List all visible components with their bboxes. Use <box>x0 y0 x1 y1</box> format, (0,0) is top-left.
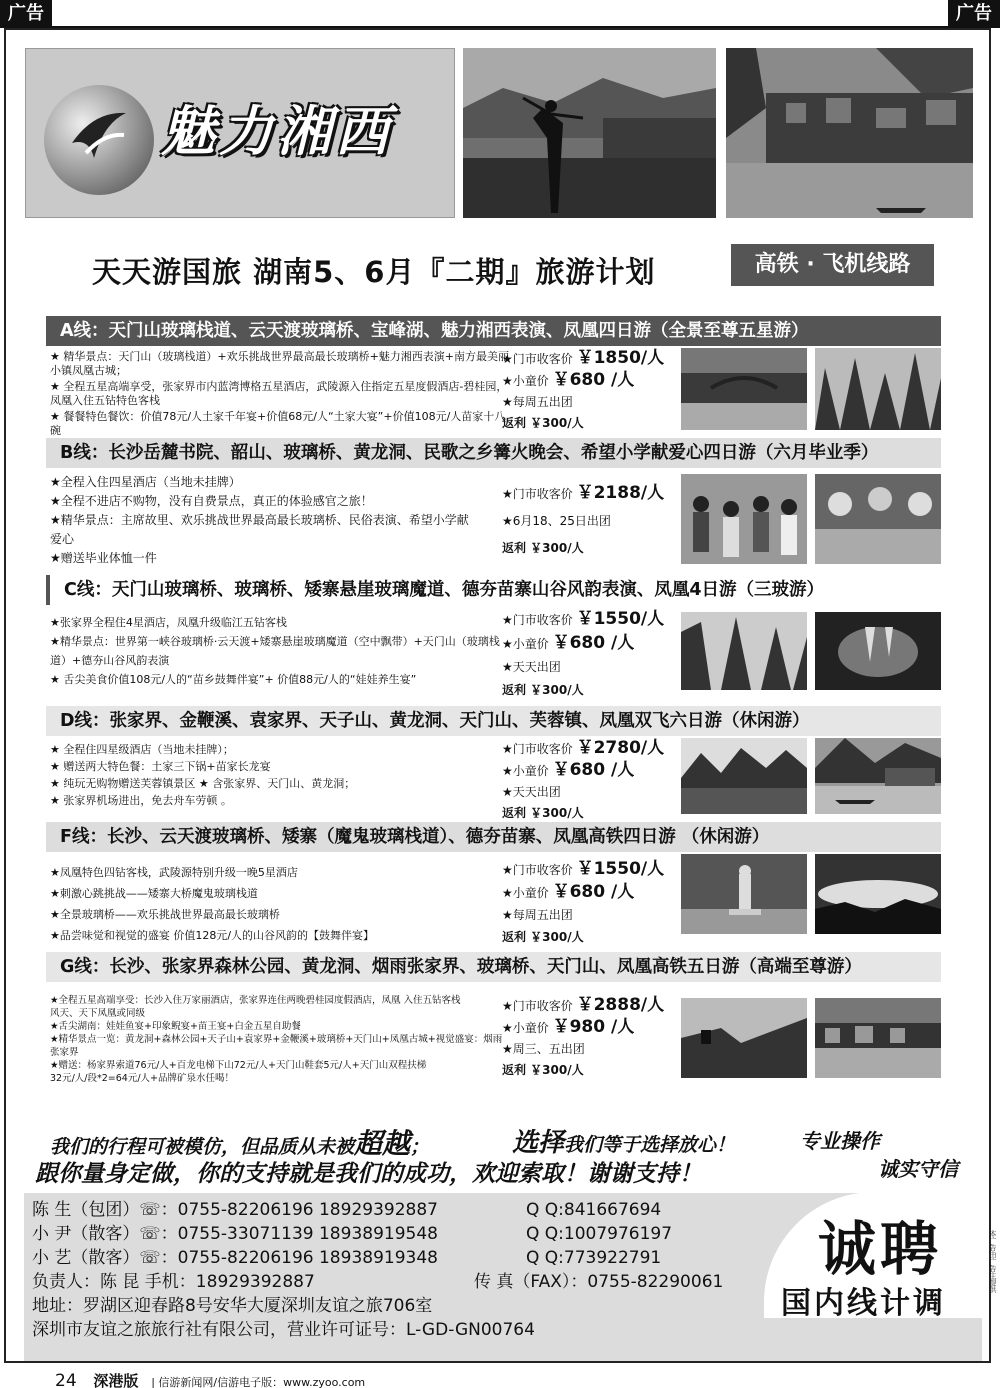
page-number: 24 <box>55 1371 77 1388</box>
rebate: 返利 ￥300/人 <box>502 1063 584 1077</box>
route-g-item: ★舌尖湖南：娃娃鱼宴+印象鲵宴+苗王宴+白金五星自助餐 <box>50 1021 301 1032</box>
departure-note: ★每周五出团 <box>502 908 573 922</box>
route-f-item: ★凤凰特色四钻客栈，武陵源特别升级一晚5星酒店 <box>50 866 298 879</box>
route-g-item: 32元/人/段*2=64元/人+品牌矿泉水任喝！ <box>50 1073 234 1084</box>
slogan-choice-text: 我们等于选择放心！ <box>564 1134 736 1156</box>
rebate: 返利 ￥300/人 <box>502 930 584 944</box>
price-amount: ￥980 /人 <box>552 1017 635 1037</box>
route-d-item: ★ 纯玩无购物赠送芙蓉镇景区 ★ 含张家界、天门山、黄龙洞； <box>50 777 356 790</box>
rebate: 返利 ￥300/人 <box>502 806 584 820</box>
contact-lines <box>32 1198 724 1342</box>
route-d-item: ★ 赠送两大特色餐：土家三下锅+苗家长龙宴 <box>50 760 271 773</box>
route-a-title: A线：天门山玻璃栈道、云天渡玻璃桥、宝峰湖、魅力湘西表演、凤凰四日游（全景至尊五星游） <box>46 316 941 346</box>
slogan-custom: 跟你量身定做，你的支持就是我们的成功，欢迎索取！谢谢支持！ <box>35 1161 702 1187</box>
slogan-honest: 诚实守信 <box>878 1157 958 1181</box>
price-label: ★小童价 <box>502 637 549 651</box>
route-d-title: D线：张家界、金鞭溪、袁家界、天子山、黄龙洞、天门山、芙蓉镇、凤凰双飞六日游（休闲游） <box>46 706 941 736</box>
route-c-photo-canyon <box>681 612 807 690</box>
contact-phone: 小 尹（散客）☏：0755-33071139 18938919548 <box>32 1224 438 1244</box>
departure-note: ★天天出团 <box>502 660 561 674</box>
route-b-item: ★赠送毕业体恤一件 <box>50 551 157 565</box>
price-label: ★门市收客价 <box>502 352 573 366</box>
route-a-item: ★ 餐餐特色餐饮：价值78元/人土家千年宴+价值68元/人“土家大宴”+价值108元/人苗家十八碗 <box>50 410 506 437</box>
price-label: ★小童价 <box>502 886 549 900</box>
contact-qq: Q Q:1007976197 <box>526 1224 673 1244</box>
departure-note: ★每周五出团 <box>502 395 573 409</box>
route-c-photo-cave <box>815 612 941 690</box>
slogan-quality-end: ； <box>410 1136 430 1158</box>
route-b-title: B线：长沙岳麓书院、韶山、玻璃桥、黄龙洞、民歌之乡篝火晚会、希望小学献爱心四日游（六月毕业季） <box>46 438 941 468</box>
brand-emblem-icon <box>44 85 154 195</box>
contact-row <box>32 1246 662 1270</box>
price-amount: ￥680 /人 <box>552 882 635 902</box>
route-a-description <box>50 350 510 440</box>
transport-badge: 高铁 · 飞机线路 <box>731 244 934 286</box>
price-label: ★门市收客价 <box>502 613 573 627</box>
route-a-prices <box>502 348 680 434</box>
rebate: 返利 ￥300/人 <box>502 541 584 555</box>
route-b-item: ★全程入住四星酒店（当地未挂牌） <box>50 475 241 489</box>
headline: 天天游国旅 湖南5、6月『二期』旅游计划 <box>92 255 656 289</box>
contact-phone: 陈 生（包团）☏：0755-82206196 18929392887 <box>32 1200 438 1220</box>
ad-label-left: 广告 <box>0 0 52 28</box>
contact-phone: 小 艺（散客）☏：0755-82206196 18938919348 <box>32 1248 438 1268</box>
price-label: ★门市收客价 <box>502 863 573 877</box>
route-b-description <box>50 473 510 568</box>
route-a-photo-town <box>681 348 807 430</box>
edition: 深港版 <box>93 1372 139 1388</box>
route-b-item: ★精华景点：主席故里、欢乐挑战世界最高最长玻璃桥、民俗表演、希望小学献爱心 <box>50 513 469 546</box>
rebate: 返利 ￥300/人 <box>502 416 584 430</box>
contact-qq: Q Q:773922791 <box>526 1248 662 1268</box>
slogan-quality-emphasis: 超越 <box>354 1127 411 1160</box>
route-f-prices <box>502 858 680 948</box>
route-g-item: 风天、天下凤凰或同级 <box>50 1008 146 1019</box>
route-b-photo-feast <box>815 474 941 564</box>
vertical-note: 本广告由广告主提供 <box>989 1230 997 1293</box>
route-d-photo-village <box>815 738 941 814</box>
route-b-prices <box>502 480 680 562</box>
hiring-title: 诚聘 <box>818 1215 943 1283</box>
contact-row <box>32 1198 662 1222</box>
slogan-choice <box>512 1122 735 1159</box>
slogan-quality-text: 我们的行程可被模仿，但品质从未被 <box>50 1136 355 1158</box>
route-f-title: F线：长沙、云天渡玻璃桥、矮寨（魔鬼玻璃栈道）、德夯苗寨、凤凰高铁四日游 （休闲游） <box>46 822 941 852</box>
route-f-item: ★品尝味觉和视觉的盛宴 价值128元/人的山谷风韵的【鼓舞伴宴】 <box>50 929 375 942</box>
route-d-item: ★ 全程住四星级酒店（当地未挂牌）； <box>50 743 234 756</box>
route-c-description <box>50 613 510 689</box>
route-a-item: ★ 精华景点：天门山（玻璃栈道）+欢乐挑战世界最高最长玻璃桥+魅力湘西表演+南方最美丽小镇凤凰古城； <box>50 350 510 377</box>
website: | 信游新闻网/信游电子版：www.zyoo.com <box>151 1376 366 1388</box>
departure-note: ★6月18、25日出团 <box>502 514 611 528</box>
route-c-item: ★张家界全程住4星酒店，凤凰升级临江五钻客栈 <box>50 616 287 629</box>
ad-label-right: 广告 <box>948 0 1000 28</box>
address: 地址：罗湖区迎春路8号安华大厦深圳友谊之旅706室 <box>32 1296 433 1316</box>
slogan-professional: 专业操作 <box>800 1129 880 1153</box>
route-g-item: ★全程五星高端享受：长沙入住万家丽酒店，张家界连住两晚碧桂园度假酒店，凤凰 入住五钻客栈 <box>50 995 461 1006</box>
price-amount: ￥680 /人 <box>552 370 635 390</box>
route-c-item: ★ 舌尖美食价值108元/人的“苗乡鼓舞伴宴”+ 价值88元/人的“娃娃养生宴” <box>50 673 417 686</box>
contact-qq: Q Q:841667694 <box>526 1200 662 1220</box>
manager: 负责人：陈 昆 手机：18929392887 <box>32 1272 315 1292</box>
price-amount: ￥2780/人 <box>576 738 665 758</box>
route-g-title: G线：长沙、张家界森林公园、黄龙洞、烟雨张家界、玻璃桥、天门山、凤凰高铁五日游（高端至尊游） <box>46 952 941 982</box>
route-g-prices <box>502 995 680 1081</box>
price-amount: ￥2888/人 <box>576 995 665 1015</box>
fax: 传 真（FAX）：0755-82290061 <box>474 1272 724 1292</box>
contact-row <box>32 1222 673 1246</box>
route-a-photo-peaks <box>815 348 941 430</box>
price-label: ★门市收客价 <box>502 999 573 1013</box>
rebate: 返利 ￥300/人 <box>502 683 584 697</box>
route-g-item: ★赠送：杨家界索道76元/人+百龙电梯下山72元/人+天门山鞋套5元/人+天门山双程扶梯 <box>50 1060 427 1071</box>
price-label: ★小童价 <box>502 374 549 388</box>
brand-logo-panel <box>25 48 455 218</box>
hiring-position: 国内线计调 <box>781 1286 946 1321</box>
price-amount: ￥1550/人 <box>576 859 665 879</box>
route-b-item: ★全程不进店不购物，没有自费景点，真正的体验感官之旅！ <box>50 494 373 508</box>
route-d-description <box>50 741 510 809</box>
route-d-item: ★ 张家界机场进出，免去舟车劳顿 。 <box>50 794 232 807</box>
photo-phoenix-town <box>726 48 973 218</box>
route-g-photo-skywalk <box>681 998 807 1078</box>
route-g-description <box>50 994 510 1085</box>
route-a-item: ★ 全程五星高端享受，张家界市内蓝湾博格五星酒店，武陵源入住指定五星度假酒店-碧桂园，凤凰入住五钻特色客栈 <box>50 380 508 407</box>
route-f-item: ★全景玻璃桥——欢乐挑战世界最高最长玻璃桥 <box>50 908 280 921</box>
slogan-choice-emphasis: 选择 <box>512 1128 565 1158</box>
route-f-item: ★刺激心跳挑战——矮寨大桥魔鬼玻璃栈道 <box>50 887 258 900</box>
route-f-photo-clouds <box>815 854 941 934</box>
route-d-prices <box>502 738 680 824</box>
route-c-prices <box>502 608 680 702</box>
departure-note: ★周三、五出团 <box>502 1042 585 1056</box>
price-amount: ￥680 /人 <box>552 760 635 780</box>
price-amount: ￥1850/人 <box>576 348 665 368</box>
price-label: ★小童价 <box>502 764 549 778</box>
company-license: 深圳市友谊之旅旅行社有限公司，营业许可证号：L-GD-GN00764 <box>32 1320 535 1340</box>
route-d-photo-lake <box>681 738 807 814</box>
route-c-item: ★精华景点：世界第一峡谷玻璃桥·云天渡+矮寨悬崖玻璃魔道（空中飘带）+天门山（玻璃栈道）+德夯山谷风韵表演 <box>50 635 500 667</box>
manager-row <box>32 1270 724 1294</box>
departure-note: ★天天出团 <box>502 785 561 799</box>
price-amount: ￥1550/人 <box>576 609 665 629</box>
price-amount: ￥2188/人 <box>576 483 665 503</box>
route-g-item: ★精华景点一览：黄龙洞+森林公园+天子山+袁家界+金鞭溪+玻璃桥+天门山+凤凰古城+视觉盛宴：烟雨张家界 <box>50 1034 503 1058</box>
photo-dancer-river <box>463 48 716 218</box>
route-c-title: C线：天门山玻璃桥、玻璃桥、矮寨悬崖玻璃魔道、德夯苗寨山谷风韵表演、凤凰4日游（三玻游） <box>46 575 941 605</box>
price-label: ★门市收客价 <box>502 487 573 501</box>
price-label: ★门市收客价 <box>502 742 573 756</box>
route-b-photo-students <box>681 474 807 564</box>
route-g-photo-riverside <box>815 998 941 1078</box>
route-f-photo-statue <box>681 854 807 934</box>
route-f-description <box>50 862 510 946</box>
price-label: ★小童价 <box>502 1021 549 1035</box>
page-footer <box>55 1370 365 1388</box>
brand-name: 魅力湘西 <box>161 99 393 163</box>
price-amount: ￥680 /人 <box>552 633 635 653</box>
